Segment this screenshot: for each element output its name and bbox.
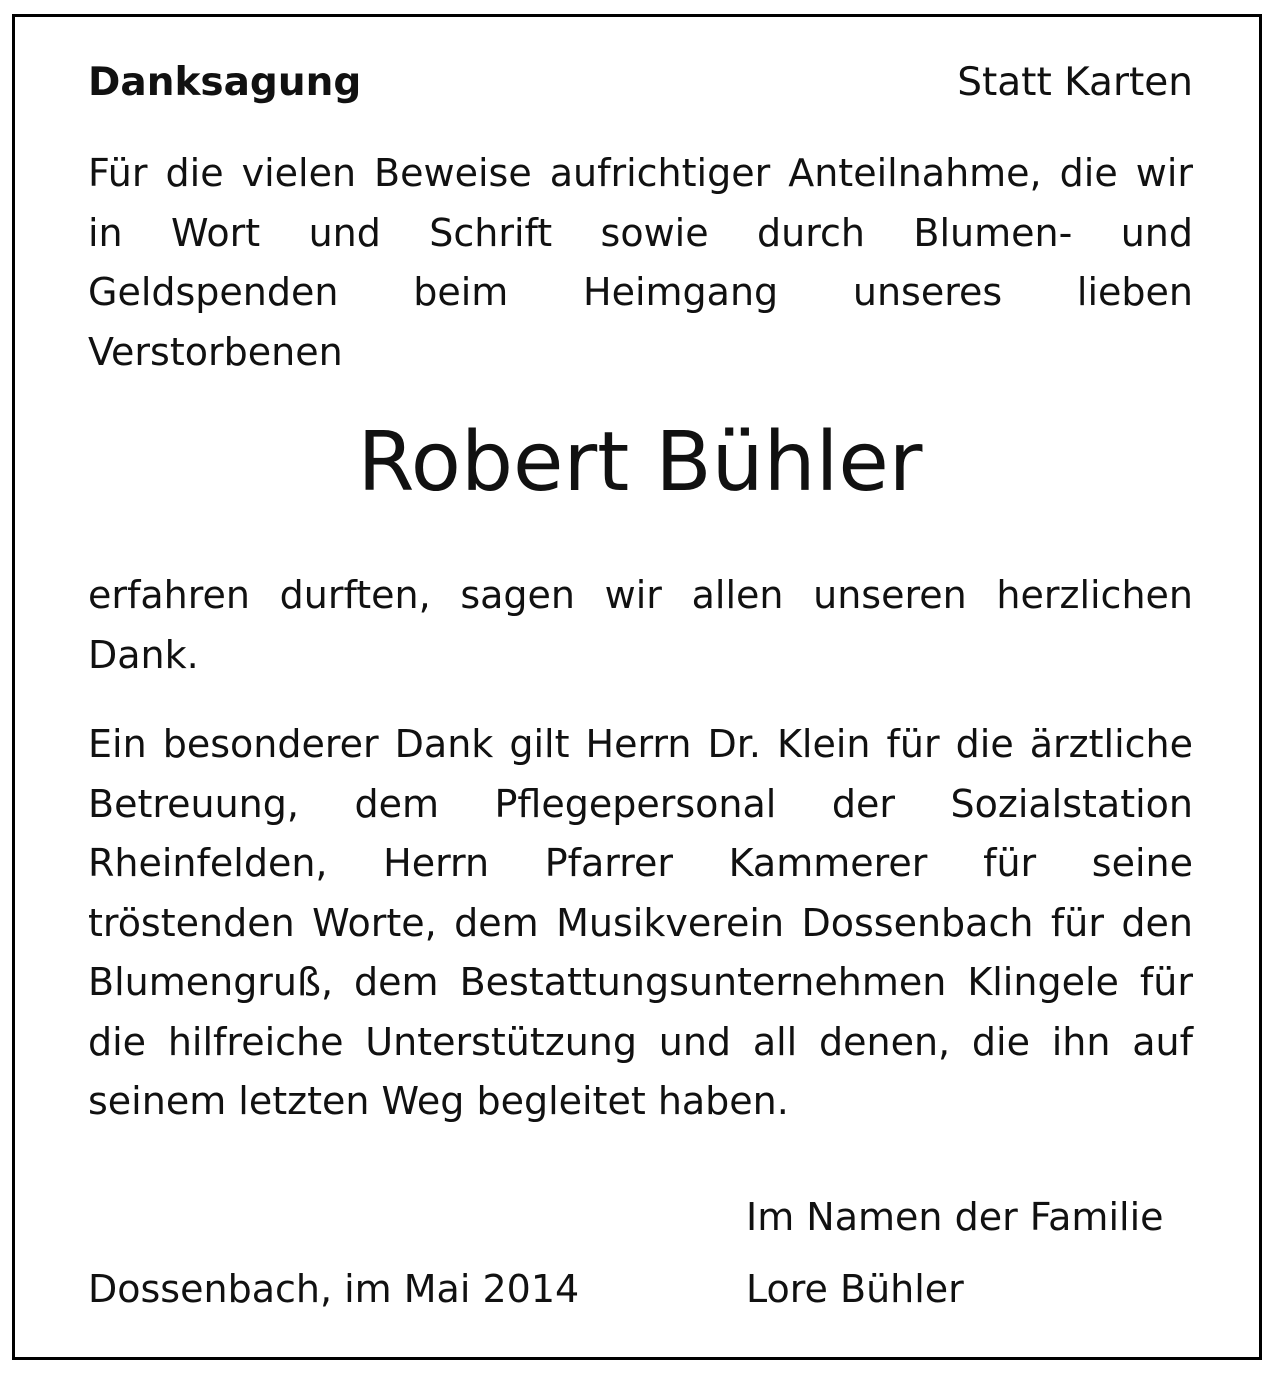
intro-paragraph: Für die vielen Beweise aufrichtiger Anteilnahme, die wir in Wort und Schrift sowie durch Blumen- und Geldspenden beim Heimgang unseres lieben Verstorbenen xyxy=(88,151,1193,374)
notice-type-note: Statt Karten xyxy=(957,60,1193,105)
on-behalf-line: Im Namen der Familie xyxy=(746,1195,1164,1239)
special-thanks-paragraph: Ein besonderer Dank gilt Herrn Dr. Klein für die ärztliche Betreuung, dem Pflegepersonal der Sozialstation Rheinfelden, Herrn Pfarrer Kammerer für seine tröstenden Worte, dem Musikverein Dossenbach für den Blumengruß, dem Bestattungsunternehmen Klingele für die hilfreiche Unterstützung und all denen, die ihn auf seinem letzten Weg begleitet haben. xyxy=(88,722,1193,1123)
thanks-paragraph: erfahren durften, sagen wir allen unseren herzlichen Dank. xyxy=(88,573,1193,677)
signer-name: Lore Bühler xyxy=(746,1267,964,1311)
notice-header xyxy=(88,56,1193,110)
notice-title: Danksagung xyxy=(88,60,362,105)
place-date: Dossenbach, im Mai 2014 xyxy=(88,1267,580,1311)
deceased-name: Robert Bühler xyxy=(357,415,923,510)
